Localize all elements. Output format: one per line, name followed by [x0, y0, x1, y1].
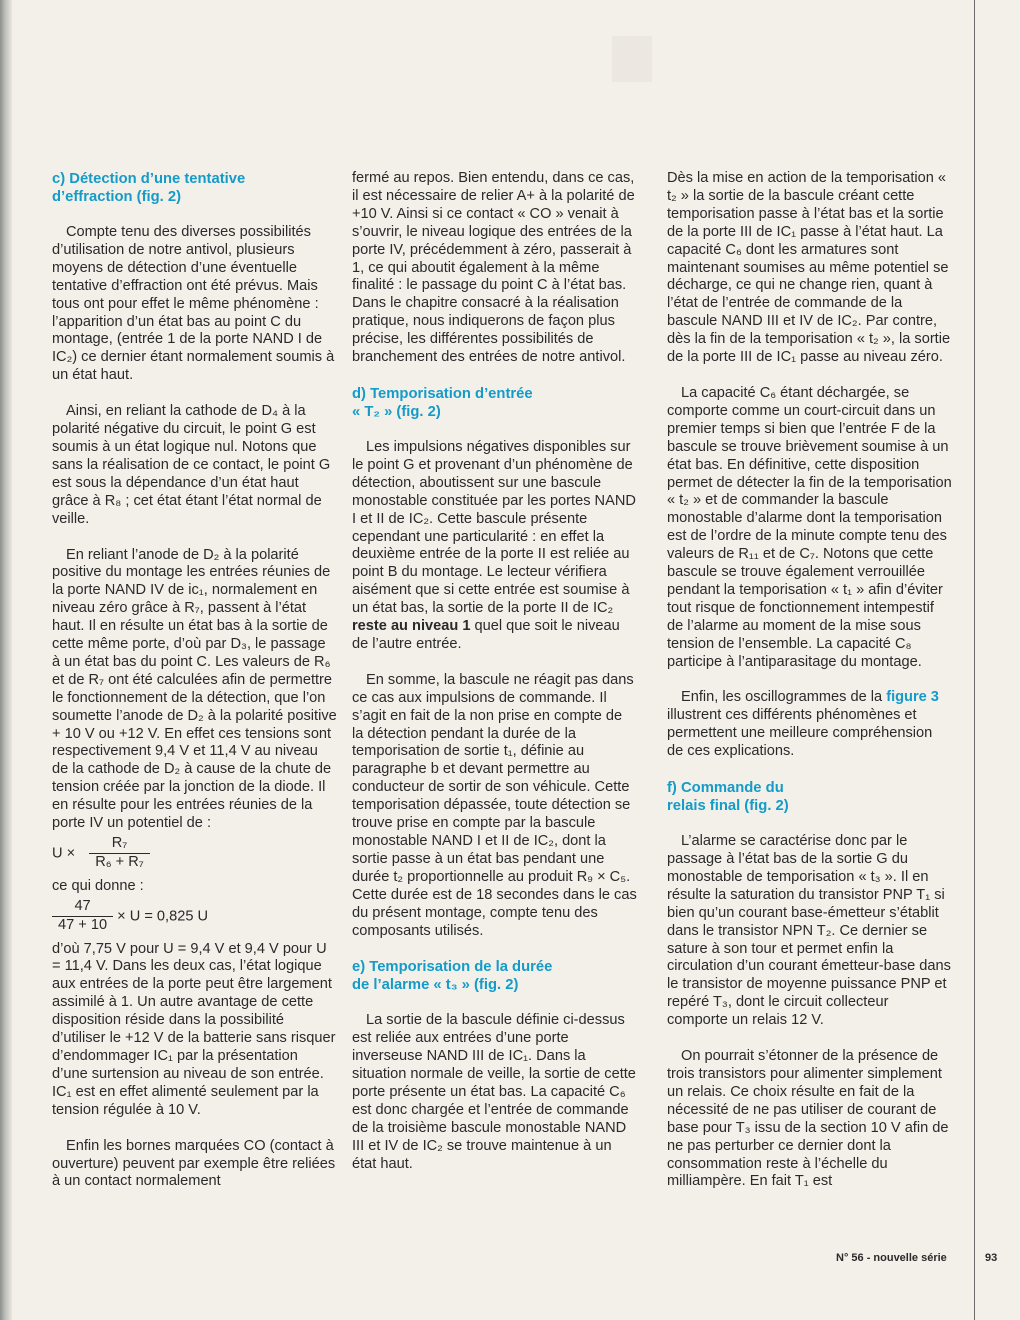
paragraph: L’alarme se caractérise donc par le passage à l’état bas de la sortie G du monostable de temporisation « t₃ ». Il en résulte la saturation du transistor PNP T₁ si bien qu’un courant base-émetteur s’établit dans le transistor NPN T₂. Ce dernier se sature à son tour et permet enfin la circulation d’un courant émetteur-base dans le transistor de moyenne puissance PNP et repéré T₃, dont le circuit collecteur comporte un relais 12 V. [667, 833, 951, 1029]
paragraph: En somme, la bascule ne réagit pas dans ce cas aux impulsions de commande. Il s’agit en fait de la non prise en compte de la détection pendant la durée de la temporisation de sortie t₁, définie au paragraphe b et devant permettre au conducteur de sortir de son véhicule. Cette temporisation dépassée, toute détection se trouve prise en compte par la bascule monostable NAND I et II de IC₂, dont la sortie passe à un état bas pendant une durée t₂ proportionnelle au produit R₉ × C₅. Cette durée est de 18 secondes dans le cas du présent montage, compte tenu des composants utilisés. [352, 671, 637, 939]
heading-f-line1: f) Commande du [667, 780, 784, 797]
formula-potential [52, 835, 337, 872]
paragraph: Dès la mise en action de la temporisation « t₂ » la sortie de la bascule créant cette temporisation passe à l’état bas et la sortie de la porte III de IC₁ passe à l’état haut. La capacité C₆ dont les armatures sont maintenant soumises au même potentiel se décharge, ce qui ne change rien, quant à l’état de l’entrée de commande de la bascule NAND III et IV de IC₂. Par contre, dès la fin de la temporisation « t₂ », la sortie de la porte III de IC₁ passe au niveau zéro. [667, 170, 951, 366]
paragraph: Enfin les bornes marquées CO (contact à ouverture) peuvent par exemple être reliées à un contact normalement [52, 1137, 336, 1190]
section-heading-d [352, 385, 637, 421]
fraction-numerator: R₇ [89, 835, 150, 854]
paragraph: On pourrait s’étonner de la présence de trois transistors pour alimenter simplement un relais. Ce choix résulte en fait de la nécessité de ne pas utiliser de courant de base pour T₃ issu de la section 10 V afin de ne pas perturber ce dernier dont la consommation reste à l’échelle du milliampère. En fait T₁ est [667, 1048, 949, 1190]
paragraph [352, 439, 637, 654]
bold-text: reste au niveau 1 [352, 618, 471, 635]
heading-c-line2: d’effraction (fig. 2) [52, 189, 182, 205]
paragraph: La capacité C₆ étant déchargée, se comporte comme un court-circuit dans un premier temps si bien que l’entrée F de la bascule se trouve brièvement soumise à un état bas. En définitive, cette disposition permet de détecter la fin de la temporisation « t₂ » et de commander la bascule monostable d’alarme dont la temporisation est de l’ordre de la minute compte tenu des valeurs de R₁₁ et de C₇. Notons que cette bascule se trouve également verrouillée pendant la temporisation « t₁ » afin d’éviter tout risque de fonctionnement intempestif de l’alarme au moment de la mise sous tension de l’ensemble. La capacité C₈ participe à l’antiparasitage du montage. [667, 384, 952, 670]
text-span: quel que soit le niveau de l’autre entrée. [352, 618, 620, 652]
heading-f-line2: relais final (fig. 2) [667, 798, 789, 815]
paragraph: fermé au repos. Bien entendu, dans ce cas, il est nécessaire de relier A+ à la polarité de +10 V. Ainsi si ce contact « CO » venait à s’ouvrir, le niveau logique des entrées de la porte IV, précédemment à zéro, passerait à 1, ce qui aboutit également à la même finalité : le passage du point C à l’état bas. Dans le chapitre consacré à la réalisation pratique, nous indiquerons de façon plus précise, les différentes possibilités de branchement des entrées de notre antivol. [352, 170, 635, 366]
column-1 [52, 170, 337, 1209]
paragraph: La sortie de la bascule définie ci-dessus est reliée aux entrées d’une porte inverseuse NAND III de IC₁. Dans la situation normale de veille, la sortie de cette porte présente un état bas. La capacité C₆ est donc chargée et l’entrée de commande de la troisième bascule monostable NAND III et IV de IC₂ se trouve maintenue à un état haut. [352, 1012, 636, 1172]
formula-intro: ce qui donne : [52, 877, 144, 894]
heading-d-line1: d) Temporisation d’entrée [352, 385, 533, 402]
fraction [52, 898, 113, 935]
formula-rhs: × U = 0,825 U [117, 907, 209, 924]
section-heading-e [352, 958, 637, 994]
paragraph: Ainsi, en reliant la cathode de D₄ à la polarité négative du circuit, le point G est soumis à un état logique nul. Notons que sans la réalisation de ce contact, le point G est sous la dépendance d’un état haut grâce à R₈ ; cet état étant l’état normal de veille. [52, 403, 331, 527]
book-spine-shadow [0, 0, 12, 1320]
footer-series-label: N° 56 - nouvelle série [836, 1252, 947, 1264]
page-number: 93 [985, 1252, 998, 1264]
formula-lhs: U × [52, 845, 76, 862]
fraction-numerator: 47 [52, 898, 113, 917]
text-span: Les impulsions négatives disponibles sur le point G et provenant d’un phénomène de détection, aboutissent sur une bascule monostable constituée par les portes NAND I et II de IC₂. Cette bascule présente cependant une particularité : en effet la deuxième entrée de la porte II est reliée au point B du montage. Le lecteur vérifiera aisément que si cette entrée est soumise à un état bas, la sortie de la porte II de IC₂ [352, 438, 636, 617]
column-3 [667, 170, 952, 1209]
figure-reference: figure 3 [886, 689, 939, 706]
text-span: illustrent ces différents phénomènes et permettent une meilleure compréhension de ces explications. [667, 707, 933, 760]
column-2 [352, 170, 637, 1192]
fraction-denominator: 47 + 10 [58, 916, 108, 933]
text-span: Enfin, les oscillogrammes de la [681, 689, 883, 706]
fraction [89, 835, 150, 872]
heading-c-line1: c) Détection d’une tentative [52, 171, 246, 187]
section-heading-f [667, 779, 952, 815]
paragraph: En reliant l’anode de D₂ à la polarité positive du montage les entrées réunies de la porte NAND IV de ic₁, normalement en niveau zéro grâce à R₇, passent à l’état haut. Il en résulte un état bas à la sortie de cette même porte, d’où par D₃, le passage à un état bas du point C. Les valeurs de R₆ et de R₇ ont été calculées afin de permettre le fonctionnement de la détection, que l’on soumette l’anode de D₂ à la polarité positive + 10 V ou +12 V. En effet ces tensions sont respectivement 9,4 V et 11,4 V au niveau de la cathode de D₂ à cause de la chute de tension créée par la jonction de la diode. Il en résulte pour les entrées réunies de la porte IV un potentiel de : [52, 546, 337, 832]
paragraph [667, 689, 952, 761]
paragraph: Compte tenu des diverses possibilités d’utilisation de notre antivol, plusieurs moyens de détection d’une éventuelle tentative d’effraction ont été prévus. Mais tous ont pour effet le même phénomène : l’apparition d’un état bas au point C du montage, (entrée 1 de la porte NAND I de IC₂) ce dernier étant normalement soumis à un état haut. [52, 224, 335, 384]
fraction-denominator: R₆ + R₇ [95, 853, 144, 870]
heading-e-line1: e) Temporisation de la durée [352, 959, 553, 976]
heading-d-line2: « T₂ » (fig. 2) [352, 403, 441, 420]
section-heading-c [52, 170, 337, 206]
faded-corner-mark [612, 36, 652, 82]
formula-result [52, 898, 337, 935]
heading-e-line2: de l’alarme « t₃ » (fig. 2) [352, 977, 519, 994]
paragraph: d’où 7,75 V pour U = 9,4 V et 9,4 V pour U = 11,4 V. Dans les deux cas, l’état logique aux entrées de la porte peut être largement assimilé à 1. Un autre avantage de cette disposition réside dans la possibilité d’utiliser le +12 V de la batterie sans risquer d’endommager IC₁ par la présentation d’une surtension au niveau de son entrée. IC₁ est en effet alimenté seulement par la tension régulée à 10 V. [52, 940, 336, 1118]
margin-rule [974, 0, 975, 1320]
